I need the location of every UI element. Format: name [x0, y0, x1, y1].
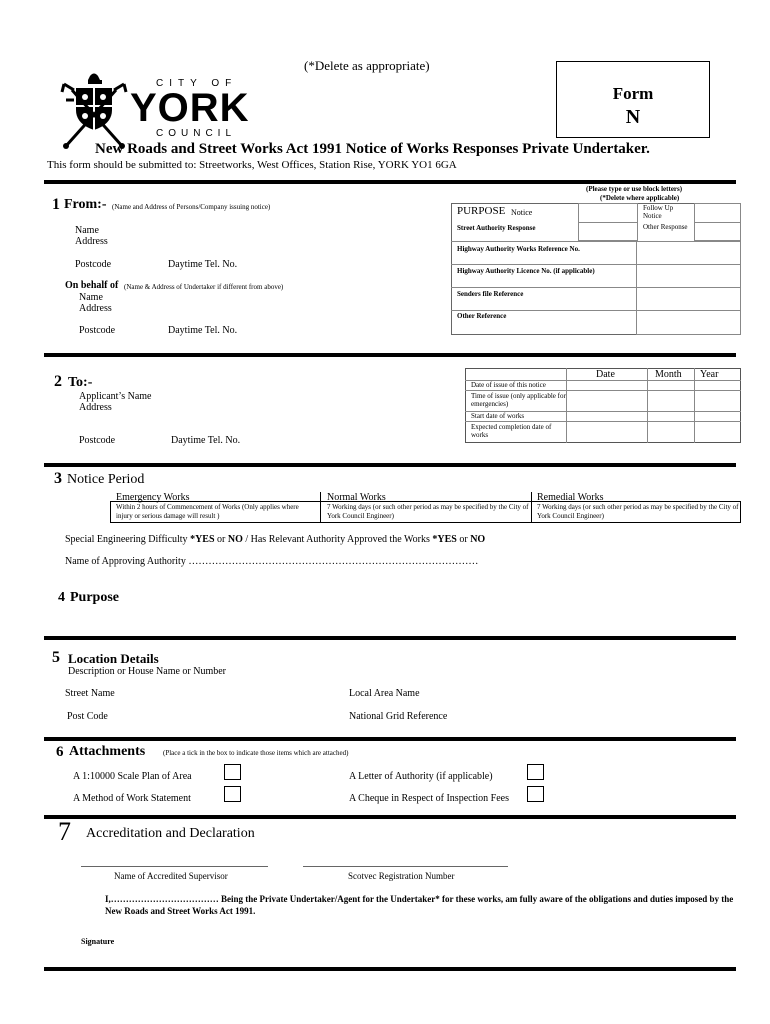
- other-reference-field[interactable]: [636, 310, 741, 335]
- block-letters-note: (Please type or use block letters): [586, 185, 683, 193]
- york-logo: [60, 70, 260, 150]
- section-divider: [44, 353, 736, 357]
- normal-works-label: Normal Works: [327, 492, 386, 503]
- section6-heading: Attachments: [69, 744, 146, 759]
- notice-tick-box[interactable]: [578, 203, 638, 223]
- date-col-header: Date: [596, 369, 615, 380]
- section1-note: (Name and Address of Persons/Company issuing notice): [112, 203, 271, 211]
- behalf-postcode-label: Postcode: [79, 325, 116, 336]
- description-label: Description or House Name or Number: [68, 666, 227, 677]
- section1-number: 1: [52, 196, 60, 213]
- section5-number: 5: [52, 649, 60, 666]
- highway-ref-field[interactable]: [636, 241, 741, 265]
- no-option-2[interactable]: NO: [470, 534, 486, 545]
- section-divider: [44, 636, 736, 640]
- cheque-label: A Cheque in Respect of Inspection Fees: [349, 793, 509, 804]
- method-statement-checkbox[interactable]: [224, 786, 241, 802]
- to-postcode-label: Postcode: [79, 435, 116, 446]
- approving-authority-field[interactable]: Name of Approving Authority ……………………………………………………………………………: [65, 556, 479, 567]
- section-divider: [44, 463, 736, 467]
- remedial-desc: 7 Working days (or such other period as may be specified by the City of York Council Engineer): [537, 503, 739, 520]
- section-divider: [44, 180, 736, 184]
- or-text-2: or: [459, 534, 468, 545]
- section7-number: 7: [58, 817, 71, 846]
- crest-icon: [60, 70, 128, 150]
- scotvec-label: Scotvec Registration Number: [348, 871, 455, 881]
- to-tel-label: Daytime Tel. No.: [171, 435, 241, 446]
- declaration-text: I,……………………………… Being the Private Undertaker/Agent for the Undertaker* for these works, am fully aware of the obligations and duties imposed by the New Roads and Street Works Act 1991.: [105, 894, 734, 916]
- highway-licence-field[interactable]: [636, 264, 741, 288]
- section6-number: 6: [56, 744, 64, 760]
- approved-label: / Has Relevant Authority Approved the Works: [245, 534, 430, 545]
- purpose-label: PURPOSE: [457, 205, 506, 217]
- street-authority-response-label: Street Authority Response: [457, 224, 536, 232]
- date-row-label: Expected completion date of works: [471, 423, 552, 439]
- section4-number: 4: [58, 590, 65, 605]
- submit-to: This form should be submitted to: Streetworks, West Offices, Station Rise, YORK YO1 6GA: [47, 159, 457, 171]
- behalf-name-label: Name: [79, 292, 103, 303]
- logo-council: COUNCIL: [156, 128, 237, 139]
- logo-york: YORK: [130, 86, 250, 130]
- no-option[interactable]: NO: [227, 534, 243, 545]
- logo-city-of: CITY OF: [156, 78, 238, 89]
- notice-label: Notice: [511, 208, 533, 217]
- or-text: or: [217, 534, 226, 545]
- from-name-label: Name: [75, 225, 99, 236]
- delete-note: (*Delete as appropriate): [304, 58, 430, 73]
- section3-number: 3: [54, 470, 62, 487]
- other-response-label: Other Response: [643, 223, 688, 231]
- to-address-label: Address: [79, 402, 112, 413]
- special-engineering-label: Special Engineering Difficulty: [65, 534, 188, 545]
- section-divider: [44, 815, 736, 819]
- page-title: New Roads and Street Works Act 1991 Notice of Works Responses Private Undertaker.: [95, 141, 650, 157]
- emergency-desc: Within 2 hours of Commencement of Works (Only applies where injury or serious damage will result ): [116, 503, 299, 520]
- letter-of-authority-label: A Letter of Authority (if applicable): [349, 771, 493, 782]
- street-name-label: Street Name: [65, 688, 115, 699]
- highway-licence-label: Highway Authority Licence No. (if applicable): [457, 267, 595, 275]
- from-postcode-label: Postcode: [75, 259, 112, 270]
- section7-heading: Accreditation and Declaration: [86, 826, 255, 841]
- letter-of-authority-checkbox[interactable]: [527, 764, 544, 780]
- highway-ref-label: Highway Authority Works Reference No.: [457, 245, 580, 253]
- normal-desc: 7 Working days (or such other period as may be specified by the City of York Council Engineer): [327, 503, 529, 520]
- section-divider: [44, 737, 736, 741]
- date-row-label: Date of issue of this notice: [471, 381, 546, 389]
- other-response-tick-box[interactable]: [694, 222, 741, 241]
- cheque-checkbox[interactable]: [527, 786, 544, 802]
- from-tel-label: Daytime Tel. No.: [168, 259, 238, 270]
- remedial-works-label: Remedial Works: [537, 492, 604, 503]
- yes-option[interactable]: *YES: [190, 534, 215, 545]
- behalf-address-label: Address: [79, 303, 112, 314]
- date-row-label: Time of issue (only applicable for emergencies): [471, 392, 566, 408]
- section1-heading: From:-: [64, 197, 107, 212]
- behalf-tel-label: Daytime Tel. No.: [168, 325, 238, 336]
- month-col-header: Month: [655, 369, 682, 380]
- yes-option-2[interactable]: *YES: [432, 534, 457, 545]
- delete-where-note: (*Delete where applicable): [600, 194, 680, 202]
- signature-label: Signature: [81, 937, 115, 946]
- senders-file-label: Senders file Reference: [457, 290, 524, 298]
- senders-file-field[interactable]: [636, 287, 741, 311]
- scale-plan-checkbox[interactable]: [224, 764, 241, 780]
- on-behalf-note: (Name & Address of Undertaker if different from above): [124, 283, 284, 291]
- date-row-label: Start date of works: [471, 412, 525, 420]
- supervisor-field[interactable]: [81, 866, 268, 867]
- scale-plan-label: A 1:10000 Scale Plan of Area: [73, 771, 192, 782]
- supervisor-label: Name of Accredited Supervisor: [114, 871, 228, 881]
- section2-heading: To:-: [68, 375, 93, 390]
- response-tick-box[interactable]: [578, 222, 638, 241]
- post-code-label: Post Code: [67, 711, 108, 722]
- follow-up-label: Follow Up Notice: [643, 204, 674, 220]
- section-divider: [44, 967, 736, 971]
- form-id-box: [556, 61, 710, 138]
- local-area-label: Local Area Name: [349, 688, 420, 699]
- form-label: Form: [612, 84, 654, 103]
- other-reference-label: Other Reference: [457, 312, 507, 320]
- method-statement-label: A Method of Work Statement: [73, 793, 191, 804]
- section2-number: 2: [54, 373, 62, 390]
- follow-up-tick-box[interactable]: [694, 203, 741, 223]
- from-address-label: Address: [75, 236, 108, 247]
- to-applicant-label: Applicant’s Name: [79, 391, 152, 402]
- section3-heading: Notice Period: [67, 472, 145, 487]
- section5-heading: Location Details: [68, 651, 159, 666]
- on-behalf-label: On behalf of: [65, 280, 119, 291]
- section4-heading: Purpose: [70, 590, 119, 605]
- attachments-note: (Place a tick in the box to indicate those items which are attached): [163, 749, 349, 757]
- scotvec-field[interactable]: [303, 866, 508, 867]
- emergency-works-label: Emergency Works: [116, 492, 190, 503]
- grid-reference-label: National Grid Reference: [349, 711, 448, 722]
- year-col-header: Year: [700, 369, 719, 380]
- special-engineering-line: [65, 534, 485, 545]
- form-letter: N: [625, 106, 641, 128]
